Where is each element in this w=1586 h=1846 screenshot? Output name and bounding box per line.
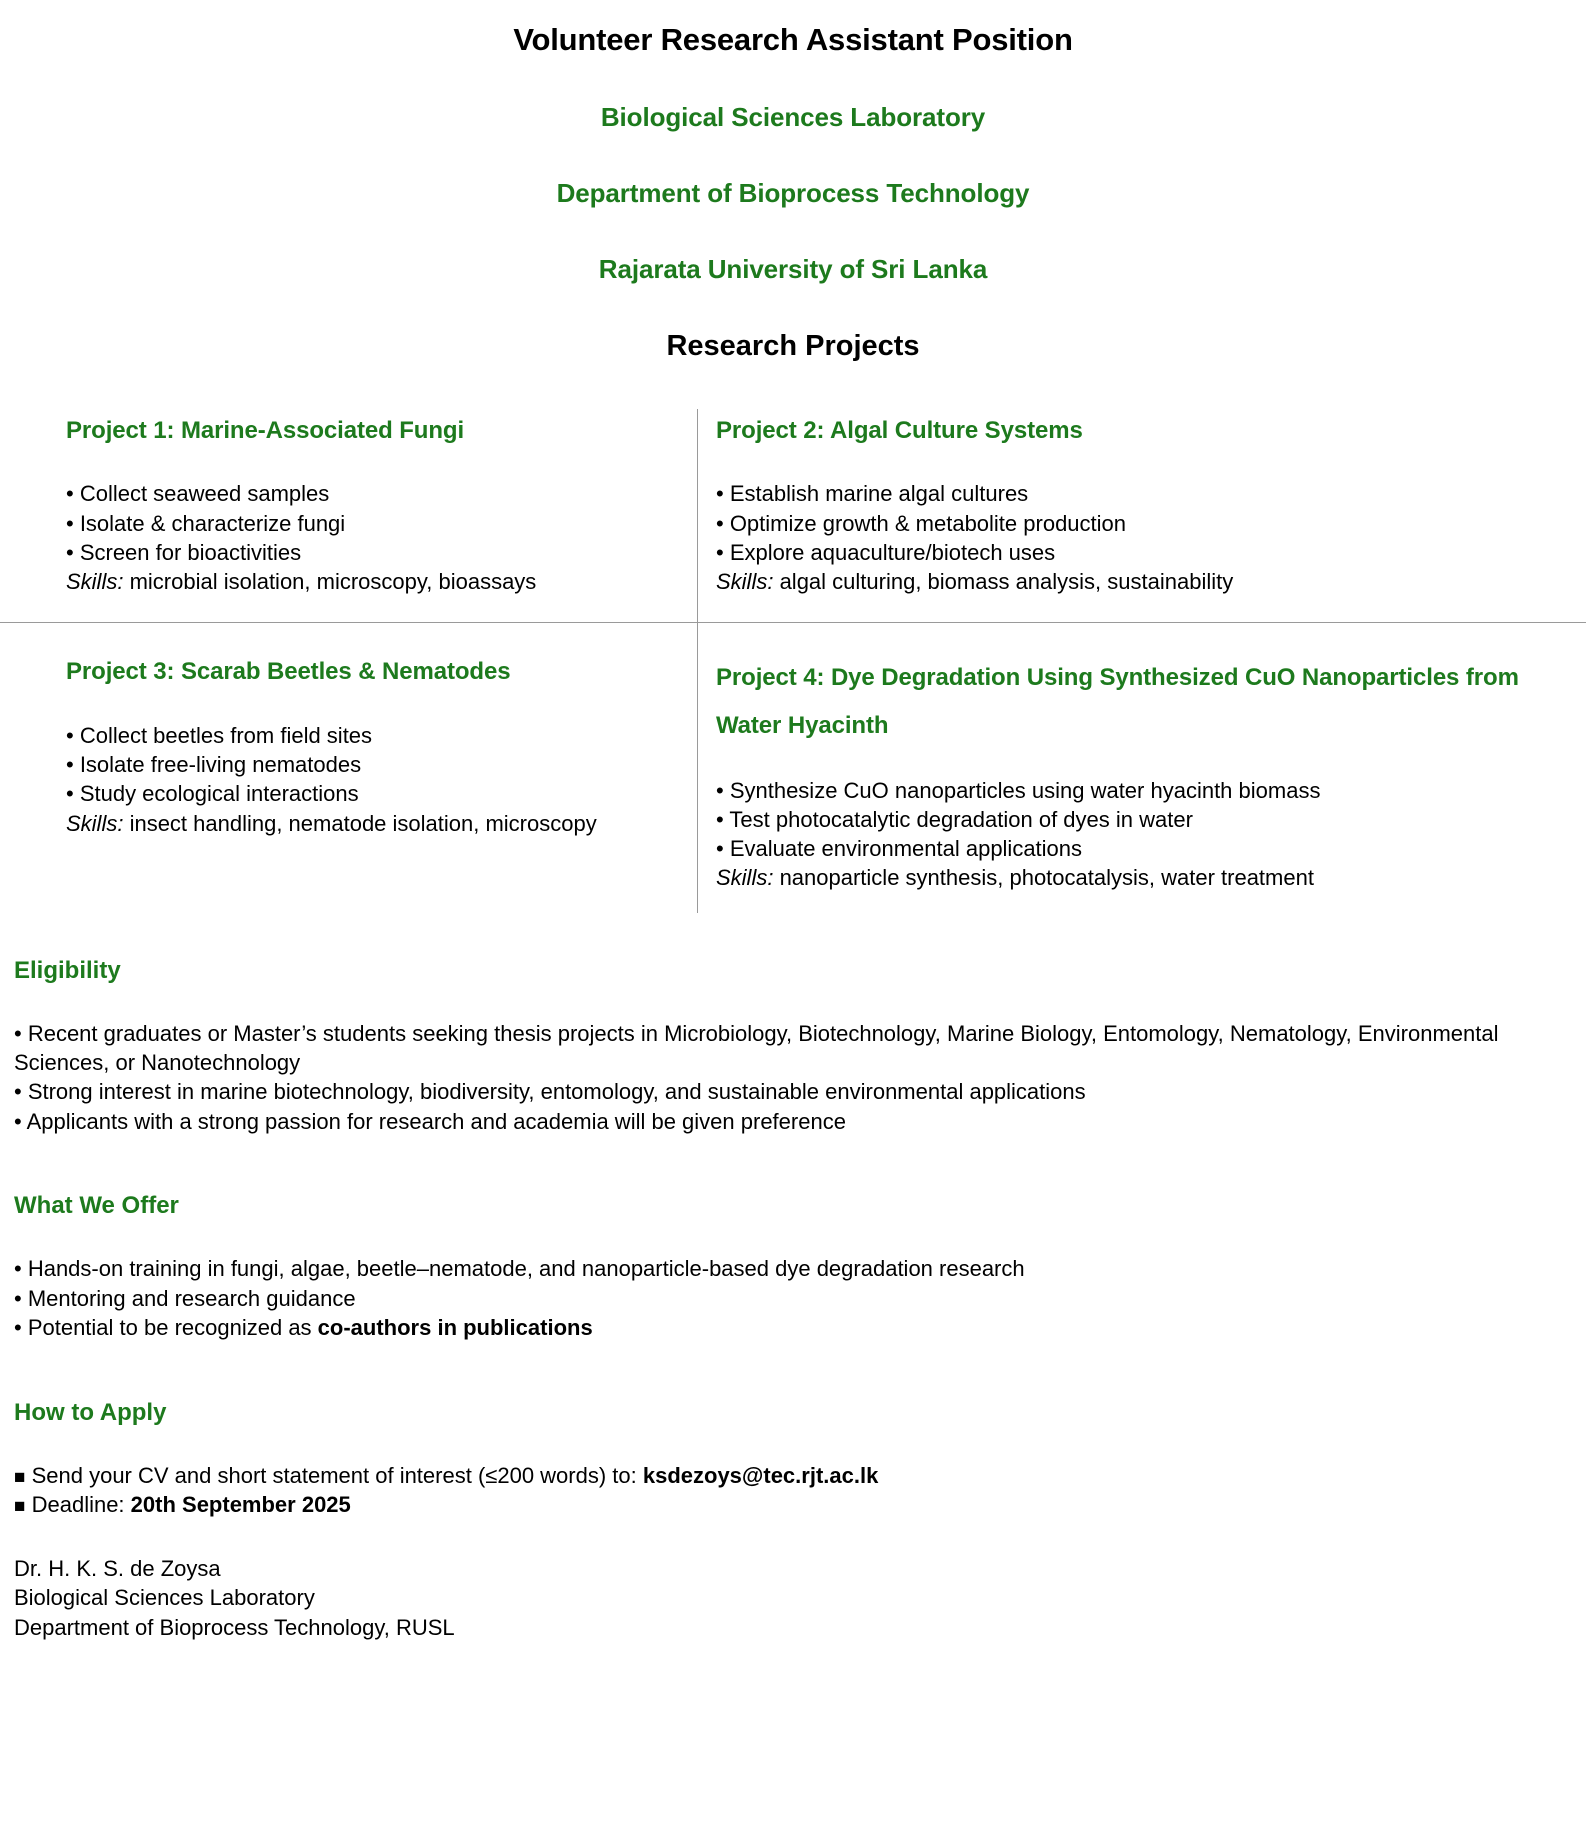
offer-bullet-2: • Mentoring and research guidance [14, 1285, 356, 1311]
eligibility-bullet-2: • Strong interest in marine biotechnology, biodiversity, entomology, and sustainable environmental applications [14, 1079, 1086, 1105]
project-2-bullet-3: • Explore aquaculture/biotech uses [716, 539, 1056, 565]
research-projects-heading: Research Projects [666, 330, 920, 362]
how-to-apply-body [14, 1461, 1572, 1520]
project-1-skills-text: microbial isolation, microscopy, bioassays [123, 569, 537, 595]
project-2-bullet-1: • Establish marine algal cultures [716, 481, 1029, 507]
eligibility-bullet-1: • Recent graduates or Master’s students seeking thesis projects in Microbiology, Biotechnology, Marine Biology, Entomology, Nematology, Environmental Sciences, or Nanotechnology [14, 1020, 1499, 1075]
signature-department: Department of Bioprocess Technology, RUSL [14, 1614, 455, 1640]
page-title: Volunteer Research Assistant Position [513, 22, 1073, 57]
project-3-skills [66, 809, 679, 838]
organization-block [0, 102, 1586, 285]
project-2-bullet-2: • Optimize growth & metabolite production [716, 510, 1127, 536]
project-3-body [66, 721, 679, 838]
org-line-laboratory: Biological Sciences Laboratory [600, 102, 986, 132]
signature-name: Dr. H. K. S. de Zoysa [14, 1555, 221, 1581]
apply-line-send-cv [14, 1461, 1572, 1490]
project-1-bullet-3: • Screen for bioactivities [66, 539, 302, 565]
project-3-skills-text: insect handling, nematode isolation, microscopy [123, 810, 597, 836]
offer-bullet-3-emphasis: co-authors in publications [317, 1315, 593, 1341]
project-3-bullet-1: • Collect beetles from field sites [66, 722, 373, 748]
project-4-skills-label: Skills: [716, 865, 774, 891]
offer-bullet-3-prefix: • Potential to be recognized as [14, 1315, 318, 1341]
project-3-bullet-2: • Isolate free-living nematodes [66, 752, 362, 778]
project-1-bullet-2: • Isolate & characterize fungi [66, 510, 346, 536]
eligibility-heading: Eligibility [14, 956, 121, 984]
what-we-offer-body [14, 1254, 1572, 1342]
project-card-3 [0, 623, 697, 912]
project-3-title: Project 3: Scarab Beetles & Nematodes [66, 658, 511, 686]
project-1-body [66, 479, 679, 596]
offer-bullet-1: • Hands-on training in fungi, algae, beetle–nematode, and nanoparticle-based dye degradation research [14, 1256, 1025, 1282]
project-3-bullet-3: • Study ecological interactions [66, 781, 359, 807]
apply-line-deadline [14, 1490, 1572, 1519]
offer-bullet-3 [14, 1313, 1572, 1342]
project-4-bullet-1: • Synthesize CuO nanoparticles using water hyacinth biomass [716, 777, 1321, 803]
eligibility-bullet-3: • Applicants with a strong passion for research and academia will be given preference [14, 1108, 846, 1134]
project-2-skills [716, 567, 1566, 596]
how-to-apply-heading: How to Apply [14, 1398, 167, 1426]
project-4-title: Project 4: Dye Degradation Using Synthesized CuO Nanoparticles from Water Hyacinth [716, 664, 1519, 739]
project-3-skills-label: Skills: [66, 810, 124, 836]
project-4-body [716, 776, 1546, 893]
signature-block [14, 1554, 1572, 1642]
square-bullet-icon: ■ [14, 1496, 26, 1518]
project-1-skills-label: Skills: [66, 569, 124, 595]
project-1-title: Project 1: Marine-Associated Fungi [66, 417, 465, 444]
project-card-4 [698, 623, 1586, 912]
project-2-skills-text: algal culturing, biomass analysis, sustainability [773, 569, 1234, 595]
lower-sections [0, 957, 1586, 1643]
project-1-bullet-1: • Collect seaweed samples [66, 481, 330, 507]
square-bullet-icon: ■ [14, 1466, 26, 1488]
project-2-title: Project 2: Algal Culture Systems [716, 417, 1083, 444]
apply-line-2-text: Deadline: [25, 1492, 131, 1518]
document-page [0, 22, 1586, 1846]
project-2-skills-label: Skills: [716, 569, 774, 595]
projects-grid [0, 409, 1586, 913]
org-line-department: Department of Bioprocess Technology [556, 178, 1030, 208]
eligibility-body [14, 1019, 1572, 1137]
signature-lab: Biological Sciences Laboratory [14, 1585, 315, 1611]
project-card-1 [0, 409, 697, 622]
project-4-bullet-3: • Evaluate environmental applications [716, 836, 1083, 862]
org-line-university: Rajarata University of Sri Lanka [598, 254, 988, 284]
project-2-body [716, 479, 1566, 596]
project-card-2 [698, 409, 1586, 622]
apply-line-1-text: Send your CV and short statement of interest (≤200 words) to: [25, 1462, 643, 1488]
project-1-skills [66, 567, 679, 596]
what-we-offer-heading: What We Offer [14, 1192, 179, 1220]
deadline-date: 20th September 2025 [130, 1492, 351, 1518]
project-4-skills [716, 863, 1546, 892]
project-4-bullet-2: • Test photocatalytic degradation of dyes in water [716, 806, 1193, 832]
project-4-skills-text: nanoparticle synthesis, photocatalysis, water treatment [773, 865, 1314, 891]
contact-email: ksdezoys@tec.rjt.ac.lk [642, 1462, 879, 1488]
